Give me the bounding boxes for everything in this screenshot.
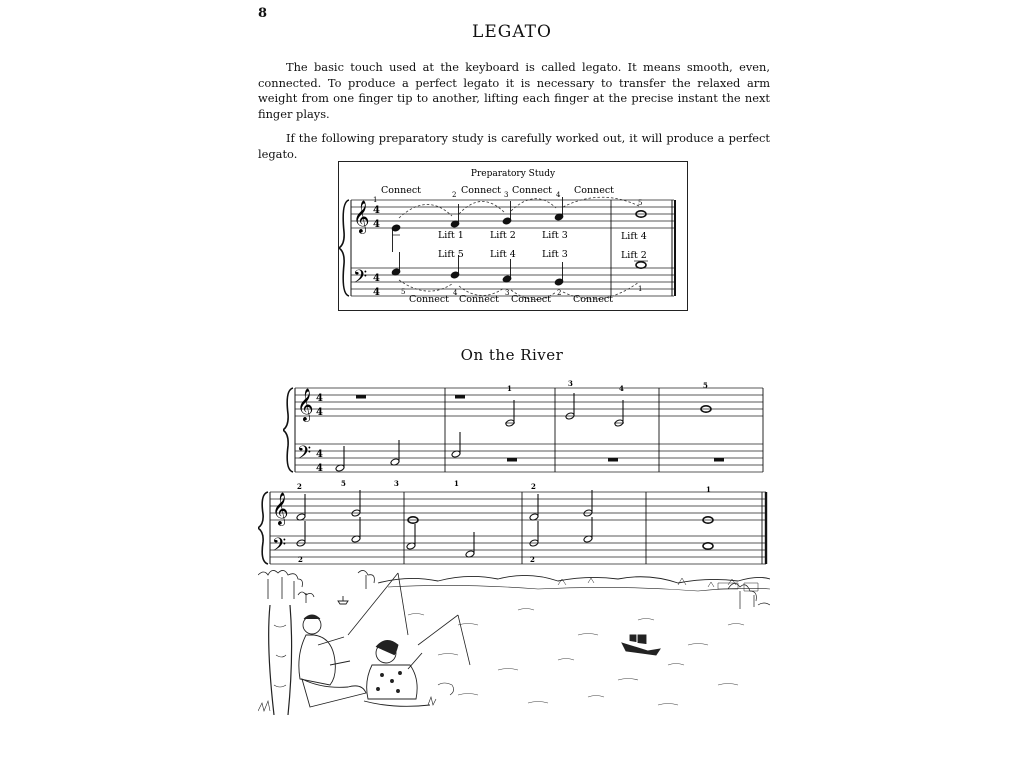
finger-top-2: 2 bbox=[452, 191, 457, 199]
preparatory-study-score bbox=[339, 162, 687, 310]
finger-top-5: 5 bbox=[638, 199, 643, 207]
row2-finger-top-3: 1 bbox=[706, 485, 711, 494]
time-signature-top: 4 bbox=[373, 205, 380, 216]
bass-notes bbox=[391, 252, 648, 286]
connect-label-bottom-3: Connect bbox=[511, 294, 551, 305]
treble-notes bbox=[391, 197, 646, 252]
row2-finger-bottom-1: 2 bbox=[298, 555, 303, 564]
row1-finger-top-3: 4 bbox=[619, 384, 624, 393]
row1-finger-top-4: 5 bbox=[703, 381, 708, 390]
system-2-bass-clef-icon: 𝄢 bbox=[272, 535, 287, 560]
connect-label-bottom-1: Connect bbox=[409, 294, 449, 305]
prep-title: Preparatory Study bbox=[470, 169, 556, 179]
legato-arcs bbox=[399, 197, 639, 299]
system-1-time-sig-4: 4 bbox=[316, 463, 323, 474]
preparatory-study-box bbox=[338, 161, 688, 311]
grand-staff-brace bbox=[339, 200, 349, 296]
connect-label-top-1: Connect bbox=[381, 185, 421, 196]
time-signature-bottom: 4 bbox=[373, 273, 380, 284]
system-1-brace bbox=[283, 388, 293, 472]
system-1-time-sig-1: 4 bbox=[316, 393, 323, 404]
intro-text bbox=[258, 60, 770, 171]
system-1-bass-clef-icon: 𝄢 bbox=[297, 443, 312, 468]
time-signature-bottom-2: 4 bbox=[373, 287, 380, 298]
finger-bottom-3: 3 bbox=[505, 289, 510, 297]
intro-paragraph-2: If the following preparatory study is carefully worked out, it will produce a perfect legato. bbox=[258, 131, 770, 161]
girl-figure bbox=[364, 640, 430, 706]
row1-finger-top-2: 3 bbox=[568, 379, 573, 388]
connect-label-bottom-2: Connect bbox=[459, 294, 499, 305]
finger-bottom-1: 5 bbox=[401, 288, 406, 296]
page-title: LEGATO bbox=[472, 22, 552, 42]
steamboat bbox=[622, 635, 660, 655]
row1-finger-top-1: 1 bbox=[507, 384, 512, 393]
lift-top-4: Lift 4 bbox=[621, 231, 647, 242]
lift-bottom-4: Lift 2 bbox=[621, 250, 647, 261]
system-2-treble-clef-icon: 𝄞 bbox=[272, 492, 289, 525]
finger-top-4: 4 bbox=[556, 191, 561, 199]
finger-bottom-5: 1 bbox=[638, 285, 643, 293]
lift-top-1: Lift 1 bbox=[438, 230, 464, 241]
intro-paragraph-1: The basic touch used at the keyboard is called legato. It means smooth, even, connected. To produce a perfect legato it is necessary to transfer the relaxed arm weight from one finger tip to another, lifting each finger at the precise instant the next finger plays. bbox=[258, 60, 770, 121]
lift-bottom-1: Lift 5 bbox=[438, 249, 464, 260]
treble-staff bbox=[351, 200, 674, 228]
time-signature-top-2: 4 bbox=[373, 219, 380, 230]
whole-rest bbox=[455, 395, 465, 399]
finger-top-1: 1 bbox=[373, 196, 378, 204]
lift-bottom-2: Lift 4 bbox=[490, 249, 516, 260]
lift-top-3: Lift 3 bbox=[542, 230, 568, 241]
row2-finger-top-2: 2 bbox=[531, 482, 536, 491]
row1-finger-bottom-1: 5 bbox=[341, 479, 346, 488]
system-1-treble-clef-icon: 𝄞 bbox=[297, 388, 314, 421]
page-number: 8 bbox=[258, 6, 268, 21]
row1-finger-bottom-3: 1 bbox=[454, 479, 459, 488]
row1-finger-bottom-2: 3 bbox=[394, 479, 399, 488]
connect-label-top-2: Connect bbox=[461, 185, 501, 196]
boy-figure bbox=[299, 615, 366, 707]
whole-rest bbox=[356, 395, 366, 399]
row2-finger-top-1: 2 bbox=[297, 482, 302, 491]
score-system-2 bbox=[258, 480, 770, 572]
score-system-1 bbox=[283, 378, 771, 490]
treble-clef-icon: 𝄞 bbox=[353, 200, 370, 233]
system-1-time-sig-2: 4 bbox=[316, 407, 323, 418]
finger-bottom-4: 2 bbox=[557, 289, 562, 297]
finger-top-3: 3 bbox=[504, 191, 509, 199]
row2-finger-bottom-2: 2 bbox=[530, 555, 535, 564]
river-fishing-illustration bbox=[258, 565, 770, 715]
connect-label-top-3: Connect bbox=[512, 185, 552, 196]
connect-label-top-4: Connect bbox=[574, 185, 614, 196]
bass-clef-icon: 𝄢 bbox=[353, 267, 368, 292]
system-2-brace bbox=[258, 492, 268, 564]
connect-label-bottom-4: Connect bbox=[573, 294, 613, 305]
finger-bottom-2: 4 bbox=[453, 289, 458, 297]
lift-bottom-3: Lift 3 bbox=[542, 249, 568, 260]
piece-title: On the River bbox=[460, 346, 564, 364]
system-1-time-sig-3: 4 bbox=[316, 449, 323, 460]
lift-top-2: Lift 2 bbox=[490, 230, 516, 241]
